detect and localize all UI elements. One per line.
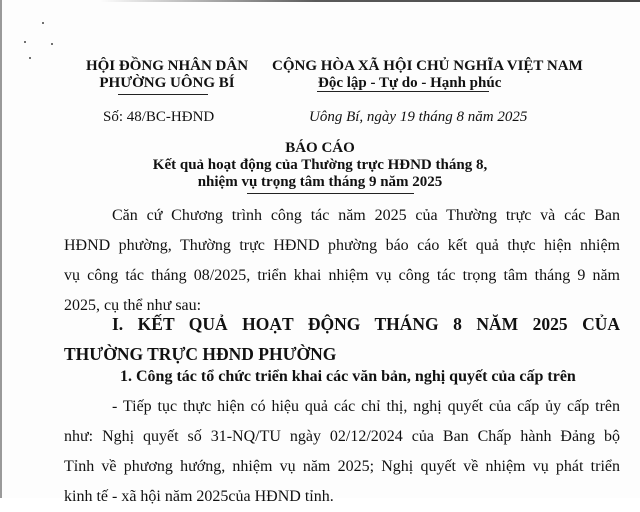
- body-line: kinh tế - xã hội năm 2025của HĐND tỉnh.: [64, 488, 334, 505]
- issuing-agency: [82, 58, 252, 92]
- scan-edge-top: [100, 0, 640, 2]
- intro-line: Căn cứ Chương trình công tác năm 2025 của Thường trực và các Ban: [112, 207, 620, 224]
- body-line: như: Nghị quyết số 31-NQ/TU ngày 02/12/2024 của Ban Chấp hành Đảng bộ: [64, 428, 620, 445]
- body-line: Tỉnh về phương hướng, nhiệm vụ năm 2025; Nghị quyết về nhiệm vụ phát triển: [64, 458, 620, 475]
- document-number: Số: 48/BC-HĐND: [103, 109, 215, 125]
- national-header: [268, 58, 640, 92]
- scan-speck: [51, 43, 53, 45]
- scan-edge-left: [0, 0, 2, 498]
- report-type: BÁO CÁO: [285, 140, 355, 156]
- scan-speck: [42, 22, 44, 24]
- scan-speck: [24, 41, 26, 43]
- report-subtitle-line-2: nhiệm vụ trọng tâm tháng 9 năm 2025: [197, 174, 443, 190]
- intro-line: 2025, cụ thể như sau:: [64, 297, 202, 314]
- intro-paragraph: [64, 201, 620, 321]
- report-title: [100, 140, 540, 191]
- agency-line-2: PHƯỜNG UÔNG BÍ: [99, 75, 235, 91]
- agency-line-1: HỘI ĐỒNG NHÂN DÂN: [85, 58, 249, 74]
- subsection-1-body: [64, 392, 620, 512]
- scan-speck: [29, 57, 31, 59]
- report-subtitle-line-1: Kết quả hoạt động của Thường trực HĐND tháng 8,: [152, 157, 488, 173]
- subsection-1-heading: 1. Công tác tổ chức triển khai các văn bản, nghị quyết của cấp trên: [120, 368, 576, 385]
- body-line: - Tiếp tục thực hiện có hiệu quả các chỉ thị, nghị quyết của cấp ủy cấp trên: [112, 398, 620, 415]
- intro-line: vụ công tác tháng 08/2025, triển khai nhiệm vụ công tác trọng tâm tháng 9 năm: [64, 267, 620, 284]
- national-motto: Độc lập - Tự do - Hạnh phúc: [318, 75, 502, 91]
- section-1-heading: [64, 309, 620, 369]
- title-underline: [247, 193, 414, 194]
- agency-underline: [118, 94, 208, 95]
- place-date: Uông Bí, ngày 19 tháng 8 năm 2025: [309, 109, 528, 125]
- motto-underline: [317, 91, 489, 92]
- section-1-heading-line-1: I. KẾT QUẢ HOẠT ĐỘNG THÁNG 8 NĂM 2025 CỦA: [112, 314, 620, 334]
- intro-line: HĐND phường, Thường trực HĐND phường báo cáo kết quả thực hiện nhiệm: [64, 237, 620, 254]
- national-title: CỘNG HÒA XÃ HỘI CHỦ NGHĨA VIỆT NAM: [272, 58, 583, 74]
- section-1-heading-line-2: THƯỜNG TRỰC HĐND PHƯỜNG: [64, 344, 337, 364]
